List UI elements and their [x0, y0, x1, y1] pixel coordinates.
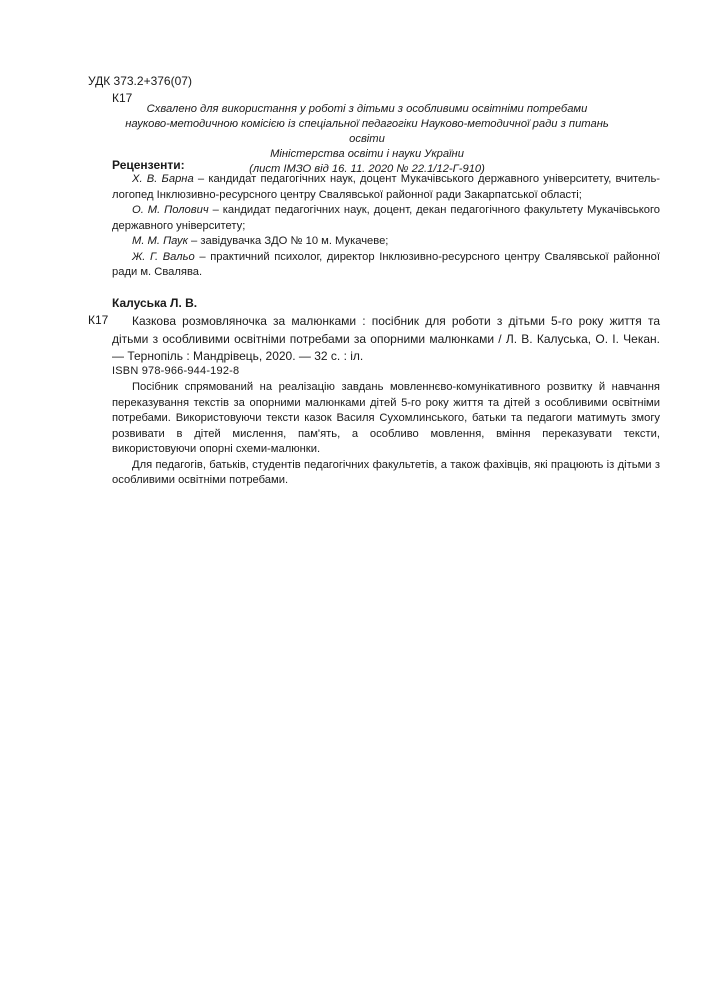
reviewer-description: – завідувачка ЗДО № 10 м. Мукачеве; [187, 235, 389, 247]
reviewer-name: Х. В. Барна [132, 173, 194, 185]
reviewer-description: – кандидат педагогічних наук, доцент, декан педагогічного факультету Мукачівського державного університету; [112, 204, 660, 232]
isbn: ISBN 978-966-944-192-8 [112, 365, 240, 377]
reviewer-description: – практичний психолог, директор Інклюзивно-ресурсного центру Свалявської районної ради м. Свалява. [112, 250, 660, 278]
annotation [112, 380, 660, 489]
reviewer-entry [112, 250, 660, 281]
approval-line: науково-методичною комісією із спеціальної педагогіки Науково-методичної ради з питань освіти [125, 118, 609, 145]
bibliographic-code: К17 [88, 313, 109, 327]
approval-line: (лист ІМЗО від 16. 11. 2020 № 22.1/12-Г-910) [249, 163, 485, 175]
author-heading: Калуська Л. В. [112, 296, 198, 310]
reviewer-entry [112, 172, 660, 203]
reviewers-list [112, 172, 660, 281]
author-mark-code: К17 [112, 91, 133, 105]
annotation-paragraph: Посібник спрямований на реалізацію завдань мовленнєво-комунікативного розвитку й навчання переказування текстів за опорними малюнками дітей 5-го року життя та дітей з особливими освітніми потребами. Використовуючи тексти казок Василя Сухомлинського, батьки та педагоги матимуть змогу розвивати в дітей мислення, пам'ять, а особливо мовлення, вміння переказувати тексти, використовуючи опорні схеми-малюнки. [112, 381, 660, 455]
udk-code: УДК 373.2+376(07) [88, 74, 192, 88]
annotation-paragraph: Для педагогів, батьків, студентів педагогічних факультетів, а також фахівців, які працюють із дітьми з особливими освітніми потребами. [112, 458, 660, 486]
reviewer-name: М. М. Паук [132, 235, 188, 247]
reviewer-name: Ж. Г. Вальо [132, 250, 195, 263]
reviewer-entry [112, 203, 660, 234]
approval-line: Міністерства освіти і науки України [270, 148, 464, 160]
reviewer-entry [112, 234, 660, 250]
reviewer-description: – кандидат педагогічних наук, доцент Мукачівського державного університету, вчитель-логопед Інклюзивно-ресурсного центру Свалявської районної ради Закарпатської області; [112, 173, 660, 201]
reviewers-heading: Рецензенти: [112, 158, 185, 172]
approval-line: Схвалено для використання у роботі з дітьми з особливими освітніми потребами [146, 103, 588, 115]
reviewer-name: О. М. Полович [132, 204, 209, 216]
bibliographic-entry: Казкова розмовляночка за малюнками : посібник для роботи з дітьми 5-го року життя та дітьми з особливими освітніми потребами за опорними малюнками / Л. В. Калуська, О. І. Чекан. — Тернопіль : Мандрівець, 2020. — 32 с. : іл. [112, 314, 660, 363]
approval-block [112, 102, 622, 177]
